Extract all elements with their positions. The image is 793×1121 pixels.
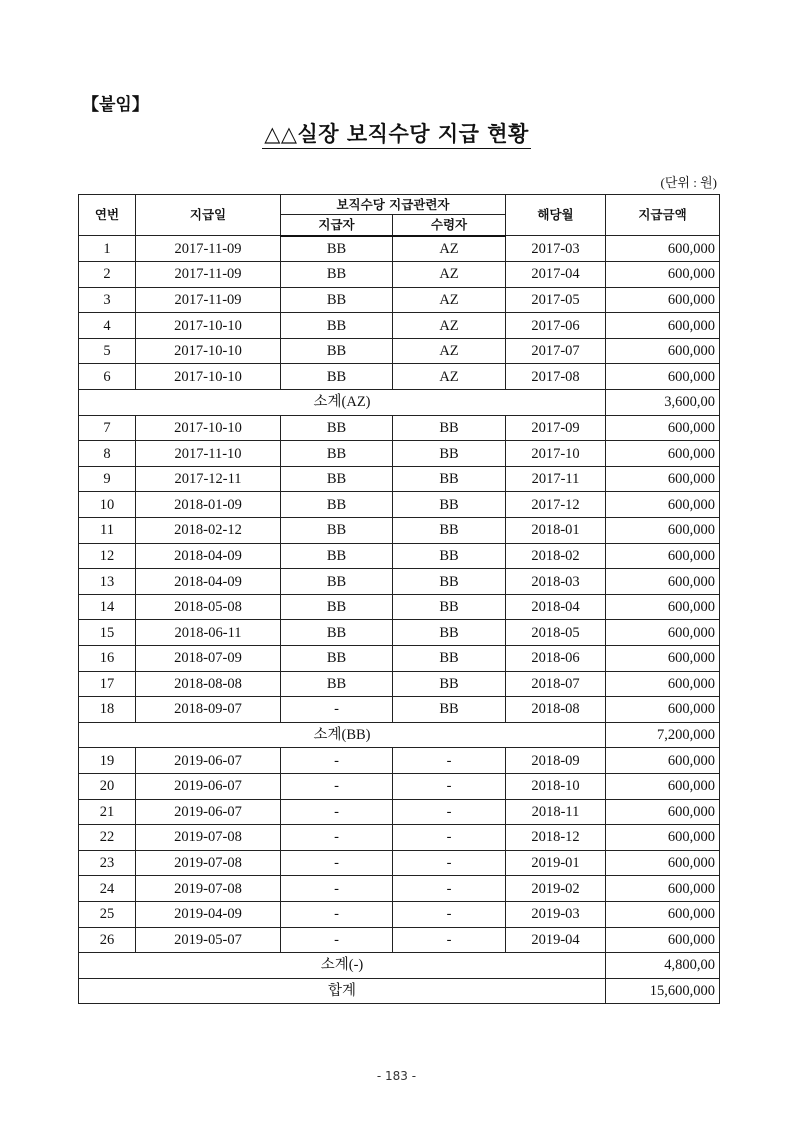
cell-month: 2017-12 bbox=[506, 492, 606, 518]
table-row bbox=[79, 671, 720, 697]
cell-no: 13 bbox=[79, 569, 136, 595]
subtotal-label: 소계(BB) bbox=[79, 722, 606, 748]
cell-month: 2018-11 bbox=[506, 799, 606, 825]
cell-no: 6 bbox=[79, 364, 136, 390]
subtotal-row bbox=[79, 390, 720, 416]
attachment-label: 【붙임】 bbox=[82, 95, 149, 115]
cell-receiver: BB bbox=[393, 441, 506, 467]
cell-payer: BB bbox=[281, 492, 393, 518]
cell-no: 22 bbox=[79, 825, 136, 851]
cell-amount: 600,000 bbox=[606, 927, 720, 953]
cell-payer: - bbox=[281, 773, 393, 799]
cell-payer: BB bbox=[281, 441, 393, 467]
cell-month: 2019-04 bbox=[506, 927, 606, 953]
cell-receiver: - bbox=[393, 850, 506, 876]
cell-month: 2018-07 bbox=[506, 671, 606, 697]
table-row bbox=[79, 927, 720, 953]
cell-receiver: - bbox=[393, 901, 506, 927]
cell-payer: BB bbox=[281, 236, 393, 262]
cell-amount: 600,000 bbox=[606, 748, 720, 774]
cell-receiver: AZ bbox=[393, 287, 506, 313]
cell-no: 19 bbox=[79, 748, 136, 774]
table-row bbox=[79, 338, 720, 364]
table-row bbox=[79, 620, 720, 646]
cell-month: 2018-04 bbox=[506, 594, 606, 620]
cell-no: 2 bbox=[79, 262, 136, 288]
table-row bbox=[79, 646, 720, 672]
subtotal-label: 소계(-) bbox=[79, 953, 606, 979]
cell-month: 2017-07 bbox=[506, 338, 606, 364]
cell-no: 16 bbox=[79, 646, 136, 672]
cell-date: 2019-04-09 bbox=[136, 901, 281, 927]
cell-month: 2018-09 bbox=[506, 748, 606, 774]
table-row bbox=[79, 569, 720, 595]
cell-month: 2017-10 bbox=[506, 441, 606, 467]
cell-receiver: - bbox=[393, 927, 506, 953]
cell-amount: 600,000 bbox=[606, 441, 720, 467]
table-row bbox=[79, 492, 720, 518]
cell-no: 26 bbox=[79, 927, 136, 953]
cell-payer: BB bbox=[281, 620, 393, 646]
cell-receiver: BB bbox=[393, 415, 506, 441]
cell-amount: 600,000 bbox=[606, 901, 720, 927]
cell-month: 2018-06 bbox=[506, 646, 606, 672]
table-row bbox=[79, 748, 720, 774]
cell-amount: 600,000 bbox=[606, 364, 720, 390]
cell-month: 2017-05 bbox=[506, 287, 606, 313]
cell-payer: BB bbox=[281, 646, 393, 672]
cell-receiver: AZ bbox=[393, 262, 506, 288]
cell-receiver: - bbox=[393, 748, 506, 774]
cell-payer: - bbox=[281, 825, 393, 851]
cell-payer: - bbox=[281, 850, 393, 876]
cell-no: 23 bbox=[79, 850, 136, 876]
page-number: - 183 - bbox=[376, 1069, 417, 1083]
cell-amount: 600,000 bbox=[606, 850, 720, 876]
cell-payer: - bbox=[281, 927, 393, 953]
table-row bbox=[79, 594, 720, 620]
cell-no: 10 bbox=[79, 492, 136, 518]
cell-payer: - bbox=[281, 697, 393, 723]
subtotal-amount: 3,600,00 bbox=[606, 390, 720, 416]
cell-date: 2019-06-07 bbox=[136, 748, 281, 774]
cell-receiver: AZ bbox=[393, 364, 506, 390]
table-row bbox=[79, 543, 720, 569]
cell-no: 14 bbox=[79, 594, 136, 620]
cell-amount: 600,000 bbox=[606, 543, 720, 569]
total-amount: 15,600,000 bbox=[606, 978, 720, 1004]
header-no: 연번 bbox=[79, 195, 136, 236]
unit-note: (단위 : 원) bbox=[660, 175, 717, 190]
table-row bbox=[79, 313, 720, 339]
cell-payer: BB bbox=[281, 466, 393, 492]
cell-date: 2019-06-07 bbox=[136, 773, 281, 799]
cell-amount: 600,000 bbox=[606, 415, 720, 441]
cell-payer: BB bbox=[281, 313, 393, 339]
header-group: 보직수당 지급관련자 bbox=[281, 195, 506, 215]
header-month: 해당월 bbox=[506, 195, 606, 236]
cell-month: 2019-02 bbox=[506, 876, 606, 902]
total-label: 합계 bbox=[79, 978, 606, 1004]
cell-payer: BB bbox=[281, 287, 393, 313]
cell-month: 2018-08 bbox=[506, 697, 606, 723]
cell-date: 2018-04-09 bbox=[136, 543, 281, 569]
cell-no: 5 bbox=[79, 338, 136, 364]
cell-month: 2017-03 bbox=[506, 236, 606, 262]
cell-payer: BB bbox=[281, 543, 393, 569]
cell-amount: 600,000 bbox=[606, 313, 720, 339]
cell-receiver: BB bbox=[393, 543, 506, 569]
table-row bbox=[79, 799, 720, 825]
header-receiver: 수령자 bbox=[393, 215, 506, 236]
cell-receiver: BB bbox=[393, 697, 506, 723]
cell-receiver: - bbox=[393, 773, 506, 799]
cell-receiver: AZ bbox=[393, 313, 506, 339]
cell-month: 2017-08 bbox=[506, 364, 606, 390]
cell-month: 2017-06 bbox=[506, 313, 606, 339]
cell-payer: BB bbox=[281, 518, 393, 544]
cell-amount: 600,000 bbox=[606, 825, 720, 851]
table-row bbox=[79, 901, 720, 927]
table-row bbox=[79, 773, 720, 799]
cell-amount: 600,000 bbox=[606, 262, 720, 288]
cell-amount: 600,000 bbox=[606, 492, 720, 518]
cell-amount: 600,000 bbox=[606, 773, 720, 799]
table-body bbox=[79, 236, 720, 1004]
cell-payer: BB bbox=[281, 594, 393, 620]
cell-payer: BB bbox=[281, 671, 393, 697]
cell-no: 24 bbox=[79, 876, 136, 902]
cell-month: 2018-05 bbox=[506, 620, 606, 646]
cell-no: 11 bbox=[79, 518, 136, 544]
cell-date: 2017-11-09 bbox=[136, 236, 281, 262]
allowance-table bbox=[78, 194, 720, 1004]
cell-receiver: BB bbox=[393, 594, 506, 620]
cell-date: 2018-02-12 bbox=[136, 518, 281, 544]
cell-date: 2018-05-08 bbox=[136, 594, 281, 620]
table-row bbox=[79, 518, 720, 544]
header-pay-date: 지급일 bbox=[136, 195, 281, 236]
cell-month: 2018-12 bbox=[506, 825, 606, 851]
subtotal-amount: 4,800,00 bbox=[606, 953, 720, 979]
table-row bbox=[79, 876, 720, 902]
cell-date: 2017-10-10 bbox=[136, 313, 281, 339]
cell-no: 4 bbox=[79, 313, 136, 339]
cell-amount: 600,000 bbox=[606, 671, 720, 697]
cell-no: 12 bbox=[79, 543, 136, 569]
cell-date: 2019-07-08 bbox=[136, 850, 281, 876]
cell-month: 2019-01 bbox=[506, 850, 606, 876]
cell-amount: 600,000 bbox=[606, 287, 720, 313]
cell-no: 20 bbox=[79, 773, 136, 799]
cell-date: 2018-01-09 bbox=[136, 492, 281, 518]
page-title: △△실장 보직수당 지급 현황 bbox=[262, 122, 531, 149]
cell-payer: BB bbox=[281, 338, 393, 364]
cell-month: 2018-10 bbox=[506, 773, 606, 799]
cell-date: 2018-08-08 bbox=[136, 671, 281, 697]
cell-no: 8 bbox=[79, 441, 136, 467]
table-row bbox=[79, 850, 720, 876]
table-row bbox=[79, 287, 720, 313]
cell-date: 2017-10-10 bbox=[136, 338, 281, 364]
cell-month: 2017-11 bbox=[506, 466, 606, 492]
cell-no: 3 bbox=[79, 287, 136, 313]
cell-receiver: BB bbox=[393, 671, 506, 697]
cell-payer: BB bbox=[281, 569, 393, 595]
cell-no: 17 bbox=[79, 671, 136, 697]
total-row bbox=[79, 978, 720, 1004]
cell-date: 2019-05-07 bbox=[136, 927, 281, 953]
cell-receiver: BB bbox=[393, 492, 506, 518]
cell-no: 1 bbox=[79, 236, 136, 262]
cell-date: 2017-11-09 bbox=[136, 287, 281, 313]
cell-receiver: AZ bbox=[393, 338, 506, 364]
cell-receiver: BB bbox=[393, 518, 506, 544]
cell-amount: 600,000 bbox=[606, 620, 720, 646]
cell-date: 2017-12-11 bbox=[136, 466, 281, 492]
table-row bbox=[79, 236, 720, 262]
cell-receiver: - bbox=[393, 825, 506, 851]
cell-month: 2017-09 bbox=[506, 415, 606, 441]
cell-amount: 600,000 bbox=[606, 338, 720, 364]
cell-amount: 600,000 bbox=[606, 594, 720, 620]
cell-month: 2018-02 bbox=[506, 543, 606, 569]
cell-receiver: - bbox=[393, 799, 506, 825]
cell-amount: 600,000 bbox=[606, 236, 720, 262]
cell-amount: 600,000 bbox=[606, 569, 720, 595]
cell-amount: 600,000 bbox=[606, 466, 720, 492]
cell-date: 2017-10-10 bbox=[136, 364, 281, 390]
cell-payer: - bbox=[281, 901, 393, 927]
table-header bbox=[79, 195, 720, 236]
table-row bbox=[79, 262, 720, 288]
cell-receiver: AZ bbox=[393, 236, 506, 262]
cell-receiver: BB bbox=[393, 569, 506, 595]
page-title-wrap bbox=[0, 118, 793, 148]
cell-payer: BB bbox=[281, 364, 393, 390]
cell-payer: - bbox=[281, 748, 393, 774]
cell-no: 15 bbox=[79, 620, 136, 646]
cell-no: 7 bbox=[79, 415, 136, 441]
table-row bbox=[79, 697, 720, 723]
cell-receiver: BB bbox=[393, 620, 506, 646]
cell-payer: BB bbox=[281, 262, 393, 288]
subtotal-label: 소계(AZ) bbox=[79, 390, 606, 416]
cell-no: 18 bbox=[79, 697, 136, 723]
cell-receiver: BB bbox=[393, 646, 506, 672]
cell-date: 2018-09-07 bbox=[136, 697, 281, 723]
table-row bbox=[79, 825, 720, 851]
header-amount: 지급금액 bbox=[606, 195, 720, 236]
cell-month: 2019-03 bbox=[506, 901, 606, 927]
cell-month: 2018-01 bbox=[506, 518, 606, 544]
cell-receiver: - bbox=[393, 876, 506, 902]
cell-date: 2017-10-10 bbox=[136, 415, 281, 441]
header-payer: 지급자 bbox=[281, 215, 393, 236]
cell-amount: 600,000 bbox=[606, 876, 720, 902]
cell-payer: BB bbox=[281, 415, 393, 441]
cell-date: 2018-06-11 bbox=[136, 620, 281, 646]
subtotal-row bbox=[79, 953, 720, 979]
cell-receiver: BB bbox=[393, 466, 506, 492]
table-row bbox=[79, 441, 720, 467]
subtotal-row bbox=[79, 722, 720, 748]
cell-date: 2017-11-10 bbox=[136, 441, 281, 467]
cell-date: 2017-11-09 bbox=[136, 262, 281, 288]
cell-date: 2019-07-08 bbox=[136, 876, 281, 902]
cell-no: 9 bbox=[79, 466, 136, 492]
subtotal-amount: 7,200,000 bbox=[606, 722, 720, 748]
cell-no: 25 bbox=[79, 901, 136, 927]
cell-date: 2019-06-07 bbox=[136, 799, 281, 825]
cell-payer: - bbox=[281, 876, 393, 902]
table-row bbox=[79, 364, 720, 390]
cell-amount: 600,000 bbox=[606, 799, 720, 825]
cell-amount: 600,000 bbox=[606, 697, 720, 723]
cell-date: 2018-07-09 bbox=[136, 646, 281, 672]
cell-no: 21 bbox=[79, 799, 136, 825]
cell-amount: 600,000 bbox=[606, 646, 720, 672]
cell-payer: - bbox=[281, 799, 393, 825]
table-row bbox=[79, 415, 720, 441]
cell-month: 2018-03 bbox=[506, 569, 606, 595]
cell-date: 2018-04-09 bbox=[136, 569, 281, 595]
table-row bbox=[79, 466, 720, 492]
cell-amount: 600,000 bbox=[606, 518, 720, 544]
cell-date: 2019-07-08 bbox=[136, 825, 281, 851]
cell-month: 2017-04 bbox=[506, 262, 606, 288]
